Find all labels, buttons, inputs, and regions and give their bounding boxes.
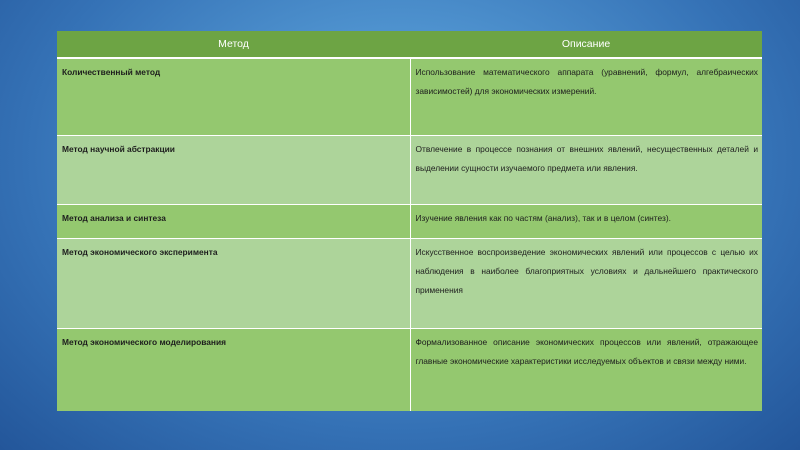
description-cell: Использование математического аппарата (уравнений, формул, алгебраических зависимостей) для экономических измерений. [410,58,762,136]
method-cell: Количественный метод [57,58,410,136]
table-row [57,329,762,412]
column-header-description: Описание [410,31,762,58]
table-row [57,136,762,205]
method-cell: Метод научной абстракции [57,136,410,205]
method-cell: Метод экономического эксперимента [57,239,410,329]
description-cell: Формализованное описание экономических процессов или явлений, отражающее главные экономические характеристики исследуемых объектов и связи между ними. [410,329,762,412]
column-header-method: Метод [57,31,410,58]
table-row [57,58,762,136]
table-header-row [57,31,762,58]
description-cell: Отвлечение в процессе познания от внешних явлений, несущественных деталей и выделении сущности изучаемого предмета или явления. [410,136,762,205]
description-cell: Изучение явления как по частям (анализ), так и в целом (синтез). [410,205,762,239]
table-row [57,205,762,239]
method-cell: Метод экономического моделирования [57,329,410,412]
methods-table [57,31,762,411]
method-cell: Метод анализа и синтеза [57,205,410,239]
description-cell: Искусственное воспроизведение экономических явлений или процессов с целью их наблюдения в наиболее благоприятных условиях и дальнейшего практического применения [410,239,762,329]
table-row [57,239,762,329]
